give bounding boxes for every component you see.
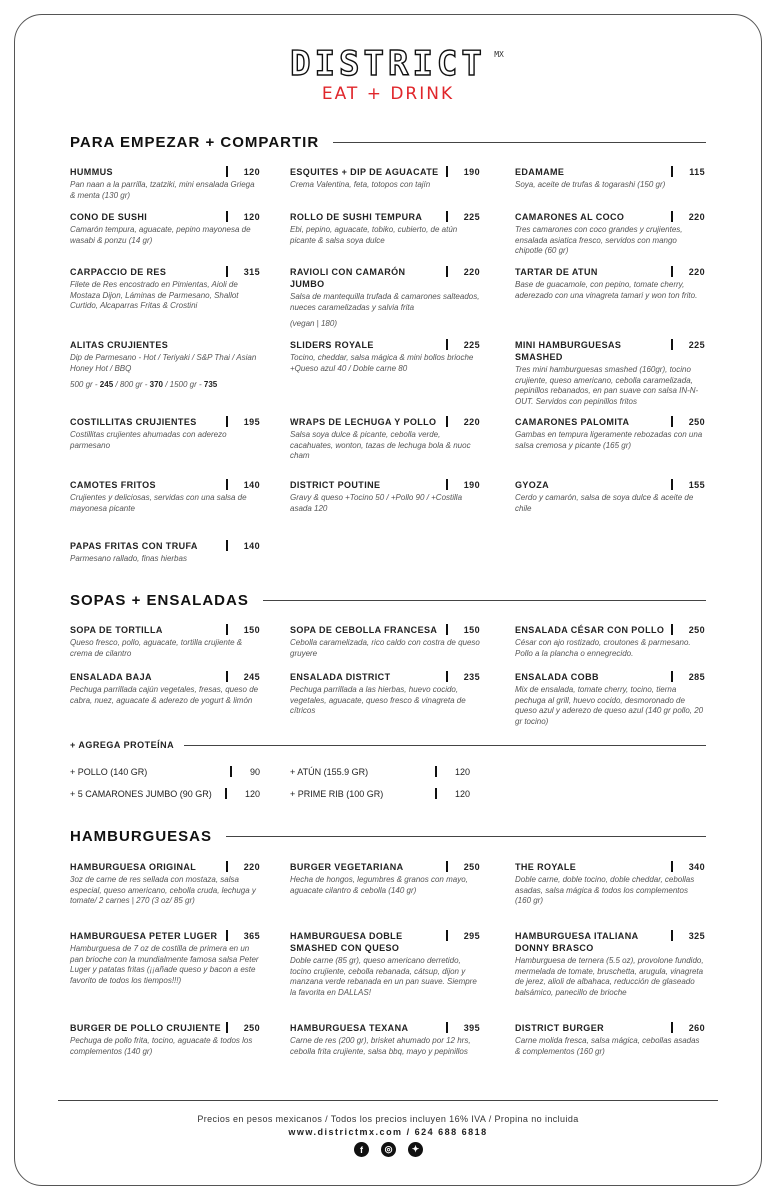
item-name: HAMBURGUESA ORIGINAL [70, 862, 197, 872]
logo-wordmark: DISTRICT MX [290, 44, 504, 84]
menu-item [70, 1022, 260, 1057]
item-price: 150 [243, 625, 260, 635]
item-description: Carne molida fresca, salsa mágica, cebollas asadas & complementos (160 gr) [515, 1036, 700, 1056]
item-name: HAMBURGUESA TEXANA [290, 1023, 409, 1033]
menu-item [515, 479, 705, 514]
item-price: 295 [463, 931, 480, 941]
menu-item [290, 166, 480, 191]
item-description: Pechuga parrillada a las hierbas, huevo cocido, vegetales, aguacate, queso fresco & vinagreta de cítricos [290, 685, 466, 715]
price-divider [226, 479, 228, 490]
price-divider [671, 266, 673, 277]
size-price: 735 [203, 380, 218, 389]
price-divider [671, 416, 673, 427]
item-name: ENSALADA BAJA [70, 672, 152, 682]
menu-item [515, 211, 705, 257]
price-divider [446, 416, 448, 427]
item-price: 150 [463, 625, 480, 635]
item-name: ALITAS CRUJIENTES [70, 340, 169, 350]
item-name: HUMMUS [70, 167, 113, 177]
item-size-prices [70, 380, 260, 389]
size-price: 245 [99, 380, 114, 389]
footer-contact[interactable]: www.districtmx.com / 624 688 6818 [288, 1127, 488, 1137]
menu-item [290, 624, 480, 659]
item-name: ESQUITES + DIP DE AGUACATE [290, 167, 439, 177]
item-price: 225 [463, 212, 480, 222]
menu-item [70, 211, 260, 246]
menu-item [70, 479, 260, 514]
menu-item [290, 266, 480, 328]
facebook-icon[interactable]: f [354, 1142, 369, 1157]
price-divider [226, 416, 228, 427]
item-description: Filete de Res encostrado en Pimientas, Aioli de Mostaza Dijon, Láminas de Parmesano, Shallot Curtido, Alcaparras Fritas & Crostini [70, 280, 239, 310]
menu-item [290, 211, 480, 246]
item-price: 140 [243, 541, 260, 551]
price-divider [671, 166, 673, 177]
twitter-icon[interactable]: ✦ [408, 1142, 423, 1157]
price-divider [446, 266, 448, 277]
item-name: DISTRICT POUTINE [290, 480, 381, 490]
menu-item [70, 930, 260, 986]
price-divider [226, 671, 228, 682]
item-description: Dip de Parmesano - Hot / Teriyaki / S&P Thai / Asian Honey Hot / BBQ [70, 353, 257, 373]
item-price: 120 [243, 212, 260, 222]
item-name: CONO DE SUSHI [70, 212, 148, 222]
item-description: Hamburguesa de 7 oz de costilla de primera en un pan brioche con la mundialmente famosa salsa Peter Luger y patatas fritas (¡¡añade queso y bacon a este favorito de todos los tiempos!!!) [70, 944, 259, 985]
item-description: Costillitas crujientes ahumadas con aderezo parmesano [70, 430, 227, 450]
menu-item [70, 266, 260, 312]
item-description: Cebolla caramelizada, rico caldo con costra de queso gruyere [290, 638, 480, 658]
item-price: 120 [243, 167, 260, 177]
item-name: CAMOTES FRITOS [70, 480, 156, 490]
menu-item [70, 339, 260, 389]
menu-item [290, 416, 480, 462]
item-description: Hecha de hongos, legumbres & granos con mayo, aguacate cilantro & cebolla (140 gr) [290, 875, 468, 895]
item-description: 3oz de carne de res sellada con mostaza, salsa especial, queso americano, cebolla cruda, lechuga y tomate/ 2 carnes | 270 (3 oz/ 85 gr) [70, 875, 256, 905]
price-divider [671, 930, 673, 941]
price-divider [226, 211, 228, 222]
menu-item [70, 861, 260, 907]
section-burgers-title: HAMBURGUESAS [70, 828, 706, 845]
size-label: / 800 gr - [113, 380, 150, 389]
item-name: THE ROYALE [515, 862, 577, 872]
protein-addon [70, 788, 260, 799]
item-description: Doble carne (85 gr), queso americano derretido, tocino crujiente, cebolla rebanada, cátsup, dijon y manzana verde rebanada en un pan suave. Siempre la favorita en DALLAS! [290, 956, 477, 997]
menu-item [515, 1022, 705, 1057]
price-divider [671, 211, 673, 222]
item-price: 250 [688, 417, 705, 427]
item-description: Tres camarones con coco grandes y crujientes, ensalada asiatica fresco, servidos con mango chipotle (60 gr) [515, 225, 683, 255]
item-description: César con ajo rostizado, croutones & parmesano. Pollo a la plancha o ennegrecido. [515, 638, 691, 658]
price-divider [226, 1022, 228, 1033]
item-description: Crujientes y deliciosas, servidas con una salsa de mayonesa picante [70, 493, 247, 513]
price-divider [230, 766, 232, 777]
item-price: 225 [463, 340, 480, 350]
size-label: / 1500 gr - [162, 380, 204, 389]
price-divider [446, 861, 448, 872]
item-price: 235 [463, 672, 480, 682]
item-name: TARTAR DE ATUN [515, 267, 598, 277]
item-name: WRAPS DE LECHUGA Y POLLO [290, 417, 437, 427]
item-description: Base de guacamole, con pepino, tomate cherry, aderezado con una vinagreta tamari y won ton frito. [515, 280, 698, 300]
item-name: SOPA DE CEBOLLA FRANCESA [290, 625, 438, 635]
item-name: CARPACCIO DE RES [70, 267, 167, 277]
menu-item [515, 671, 705, 727]
addon-name: + PRIME RIB (100 GR) [290, 788, 384, 799]
menu-item [70, 540, 260, 565]
price-divider [226, 624, 228, 635]
price-divider [446, 211, 448, 222]
item-price: 225 [688, 340, 705, 350]
protein-addon [70, 766, 260, 777]
item-price: 340 [688, 862, 705, 872]
item-price: 220 [688, 212, 705, 222]
menu-item [515, 861, 705, 907]
item-price: 285 [688, 672, 705, 682]
addon-price: 90 [249, 766, 260, 777]
price-divider [226, 166, 228, 177]
item-name: CAMARONES AL COCO [515, 212, 625, 222]
item-price: 140 [243, 480, 260, 490]
item-name: COSTILLITAS CRUJIENTES [70, 417, 197, 427]
item-name: GYOZA [515, 480, 550, 490]
item-name: BURGER VEGETARIANA [290, 862, 404, 872]
item-name: SLIDERS ROYALE [290, 340, 374, 350]
item-price: 250 [243, 1023, 260, 1033]
price-divider [226, 861, 228, 872]
addon-price: 120 [244, 788, 260, 799]
item-price: 220 [463, 267, 480, 277]
price-divider [226, 540, 228, 551]
item-price: 325 [688, 931, 705, 941]
item-description: Pechuga parrillada cajún vegetales, fresas, queso de cabra, nuez, aguacate & aderezo de yogurt & limón [70, 685, 259, 705]
item-name: HAMBURGUESA DOBLE SMASHED CON QUESO [290, 931, 403, 953]
item-name: ROLLO DE SUSHI TEMPURA [290, 212, 423, 222]
item-price: 260 [688, 1023, 705, 1033]
protein-addon [290, 788, 470, 799]
protein-addon [290, 766, 470, 777]
item-name: CAMARONES PALOMITA [515, 417, 630, 427]
item-name: DISTRICT BURGER [515, 1023, 604, 1033]
item-name: ENSALADA CÉSAR CON POLLO [515, 625, 665, 635]
menu-item [290, 479, 480, 514]
item-description: Carne de res (200 gr), brisket ahumado por 12 hrs, cebolla frita crujiente, salsa bbq, mayo y pepinillos [290, 1036, 471, 1056]
item-description: Tocino, cheddar, salsa mágica & mini bollos brioche +Queso azul 40 / Doble carne 80 [290, 353, 474, 373]
price-divider [446, 479, 448, 490]
menu-item [70, 671, 260, 706]
size-label: 500 gr - [70, 380, 100, 389]
price-divider [671, 861, 673, 872]
item-price: 250 [463, 862, 480, 872]
price-divider [671, 624, 673, 635]
item-price: 190 [463, 167, 480, 177]
menu-item [70, 416, 260, 451]
item-price: 190 [463, 480, 480, 490]
item-description: Hamburguesa de ternera (5.5 oz), provolone fundido, mermelada de tomate, bruschetta, arugula, vinagreta de jerez, alioli de albahaca, reducción de glaseado balsámico, panecillo de brioche [515, 956, 704, 997]
size-price: 370 [149, 380, 163, 389]
item-price: 220 [688, 267, 705, 277]
item-description: Ebi, pepino, aguacate, tobiko, cubierto, de atún picante & salsa soya dulce [290, 225, 458, 245]
item-price: 245 [243, 672, 260, 682]
price-divider [446, 624, 448, 635]
item-description: Pan naan a la parrilla, tzatziki, mini ensalada Griega & menta (130 gr) [70, 180, 255, 200]
item-description: Salsa soya dulce & picante, cebolla verde, cacahuates, wonton, tazas de lechuga bola & nuoc cham [290, 430, 471, 460]
price-divider [226, 266, 228, 277]
menu-item [515, 266, 705, 301]
price-divider [446, 930, 448, 941]
item-price: 155 [688, 480, 705, 490]
item-name: HAMBURGUESA ITALIANA DONNY BRASCO [515, 931, 639, 953]
social-links [354, 1142, 423, 1157]
addon-price: 120 [454, 788, 470, 799]
item-price: 220 [243, 862, 260, 872]
menu-item [515, 166, 705, 191]
addon-name: + POLLO (140 GR) [70, 766, 148, 777]
menu-item [515, 416, 705, 451]
price-divider [446, 339, 448, 350]
item-price: 315 [243, 267, 260, 277]
item-description: Pechuga de pollo frita, tocino, aguacate & todos los complementos (140 gr) [70, 1036, 253, 1056]
price-divider [671, 1022, 673, 1033]
menu-item [515, 339, 705, 407]
menu-item [290, 930, 480, 998]
section-soups-title: SOPAS + ENSALADAS [70, 592, 706, 609]
price-divider [225, 788, 227, 799]
item-description: Doble carne, doble tocino, doble cheddar, cebollas asadas, salsa mágica & todos los complementos (160 gr) [515, 875, 695, 905]
menu-item [70, 166, 260, 201]
footer-divider [58, 1100, 718, 1101]
section-starters-title: PARA EMPEZAR + COMPARTIR [70, 134, 706, 151]
item-description: Soya, aceite de trufas & togarashi (150 gr) [515, 180, 666, 189]
item-description: Mix de ensalada, tomate cherry, tocino, tierna pechuga al grill, huevo cocido, desmoronado de queso azul y aderezo de queso azul (140 gr pollo, 20 gr tocino) [515, 685, 704, 726]
price-divider [446, 671, 448, 682]
menu-item [290, 861, 480, 896]
item-name: EDAMAME [515, 167, 565, 177]
price-divider [671, 671, 673, 682]
logo-tagline: EAT + DRINK [321, 84, 455, 104]
menu-item [290, 1022, 480, 1057]
menu-item [515, 930, 705, 998]
item-price: 220 [463, 417, 480, 427]
item-description: Cerdo y camarón, salsa de soya dulce & aceite de chile [515, 493, 694, 513]
item-extra: (vegan | 180) [290, 319, 337, 328]
price-divider [446, 1022, 448, 1033]
price-divider [671, 479, 673, 490]
menu-item [515, 624, 705, 659]
item-price: 195 [243, 417, 260, 427]
footer-note: Precios en pesos mexicanos / Todos los precios incluyen 16% IVA / Propina no incluida [197, 1114, 579, 1124]
item-price: 365 [243, 931, 260, 941]
item-name: BURGER DE POLLO CRUJIENTE [70, 1023, 222, 1033]
menu-item [290, 339, 480, 374]
section-protein-title: + AGREGA PROTEÍNA [70, 740, 706, 750]
menu-item [290, 671, 480, 717]
item-description: Gambas en tempura ligeramente rebozadas con una salsa cremosa y picante (165 gr) [515, 430, 703, 450]
addon-price: 120 [454, 766, 470, 777]
price-divider [671, 339, 673, 350]
item-description: Gravy & queso +Tocino 50 / +Pollo 90 / +Costilla asada 120 [290, 493, 463, 513]
price-divider [226, 930, 228, 941]
price-divider [435, 788, 437, 799]
item-description: Tres mini hamburguesas smashed (160gr), tocino crujiente, queso americano, cebolla caramelizada, pepinillos rebanados, en pan suave con salsa IN-N-OUT. Servidos con pepinillos fritos [515, 365, 699, 406]
instagram-icon[interactable]: ◎ [381, 1142, 396, 1157]
addon-name: + ATÚN (155.9 GR) [290, 766, 369, 777]
price-divider [446, 166, 448, 177]
item-description: Camarón tempura, aguacate, pepino mayonesa de wasabi & ponzu (14 gr) [70, 225, 251, 245]
item-name: ENSALADA DISTRICT [290, 672, 391, 682]
item-name: HAMBURGUESA PETER LUGER [70, 931, 218, 941]
item-name: ENSALADA COBB [515, 672, 599, 682]
item-name: MINI HAMBURGUESAS SMASHED [515, 340, 622, 362]
item-price: 395 [463, 1023, 480, 1033]
item-price: 115 [689, 167, 705, 177]
menu-item [70, 624, 260, 659]
brand-logo [0, 44, 776, 104]
item-description: Queso fresco, pollo, aguacate, tortilla crujiente & crema de cilantro [70, 638, 243, 658]
addon-name: + 5 CAMARONES JUMBO (90 GR) [70, 788, 212, 799]
item-name: SOPA DE TORTILLA [70, 625, 163, 635]
item-description: Salsa de mantequilla trufada & camarones salteados, nueces caramelizadas y salvia frita [290, 292, 480, 312]
item-description: Parmesano rallado, finas hierbas [70, 554, 187, 563]
item-name: RAVIOLI CON CAMARÓN JUMBO [290, 267, 406, 289]
item-price: 250 [688, 625, 705, 635]
item-description: Crema Valentina, feta, totopos con tajín [290, 180, 431, 189]
logo-mx: MX [494, 50, 504, 59]
price-divider [435, 766, 437, 777]
item-name: PAPAS FRITAS CON TRUFA [70, 541, 198, 551]
